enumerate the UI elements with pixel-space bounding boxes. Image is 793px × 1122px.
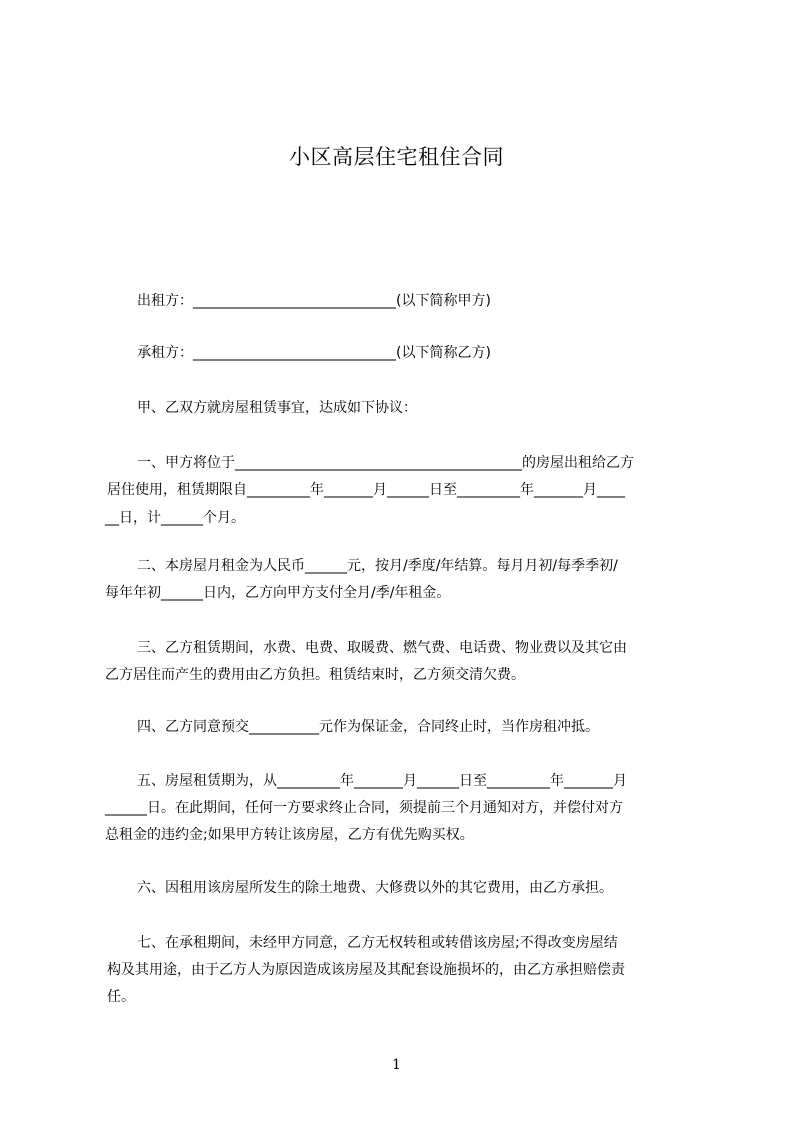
- clause-7-line-2: 构及其用途，由于乙方人为原因造成该房屋及其配套设施损坏的，由乙方承担赔偿责: [107, 962, 625, 978]
- lessee-line: 承租方：_____________________________(以下简称乙方): [137, 345, 491, 361]
- clause-7-line-3: 任。: [107, 989, 135, 1005]
- clause-2-line-1: 二、本房屋月租金为人民币______元，按月/季度/年结算。每月月初/每季季初/: [137, 558, 618, 574]
- clause-7-line-1: 七、在承租期间，未经甲方同意，乙方无权转租或转借该房屋;不得改变房屋结: [137, 935, 618, 951]
- clause-1-line-2: 居住使用，租赁期限自_________年_______月______日至_________年_______月____: [107, 482, 625, 498]
- page-number: 1: [392, 1057, 401, 1073]
- clause-3-line-1: 三、乙方租赁期间，水费、电费、取暖费、燃气费、电话费、物业费以及其它由: [137, 640, 627, 656]
- clause-5-line-2: ______日。在此期间，任何一方要求终止合同，须提前三个月通知对方，并偿付对方: [105, 800, 623, 816]
- clause-5-line-1: 五、房屋租赁期为，从_________年_______月______日至_________年_______月: [137, 773, 627, 789]
- clause-1-line-1: 一、甲方将位于_________________________________________的房屋出租给乙方: [137, 455, 634, 471]
- clause-6-line-1: 六、因租用该房屋所发生的除土地费、大修费以外的其它费用，由乙方承担。: [137, 880, 613, 896]
- clause-3-line-2: 乙方居住而产生的费用由乙方负担。租赁结束时，乙方须交清欠费。: [105, 667, 525, 683]
- clause-4-line-1: 四、乙方同意预交__________元作为保证金，合同终止时，当作房租冲抵。: [137, 719, 599, 735]
- lessor-line: 出租方：_____________________________(以下简称甲方): [137, 293, 491, 309]
- clause-2-line-2: 每年年初______日内，乙方向甲方支付全月/季/年租金。: [105, 585, 451, 601]
- agreement-intro: 甲、乙双方就房屋租赁事宜，达成如下协议：: [137, 400, 417, 416]
- clause-5-line-3: 总租金的违约金;如果甲方转让该房屋，乙方有优先购买权。: [105, 827, 474, 843]
- document-title: 小区高层住宅租住合同: [289, 145, 504, 169]
- clause-1-line-3: __日，计______个月。: [105, 510, 245, 526]
